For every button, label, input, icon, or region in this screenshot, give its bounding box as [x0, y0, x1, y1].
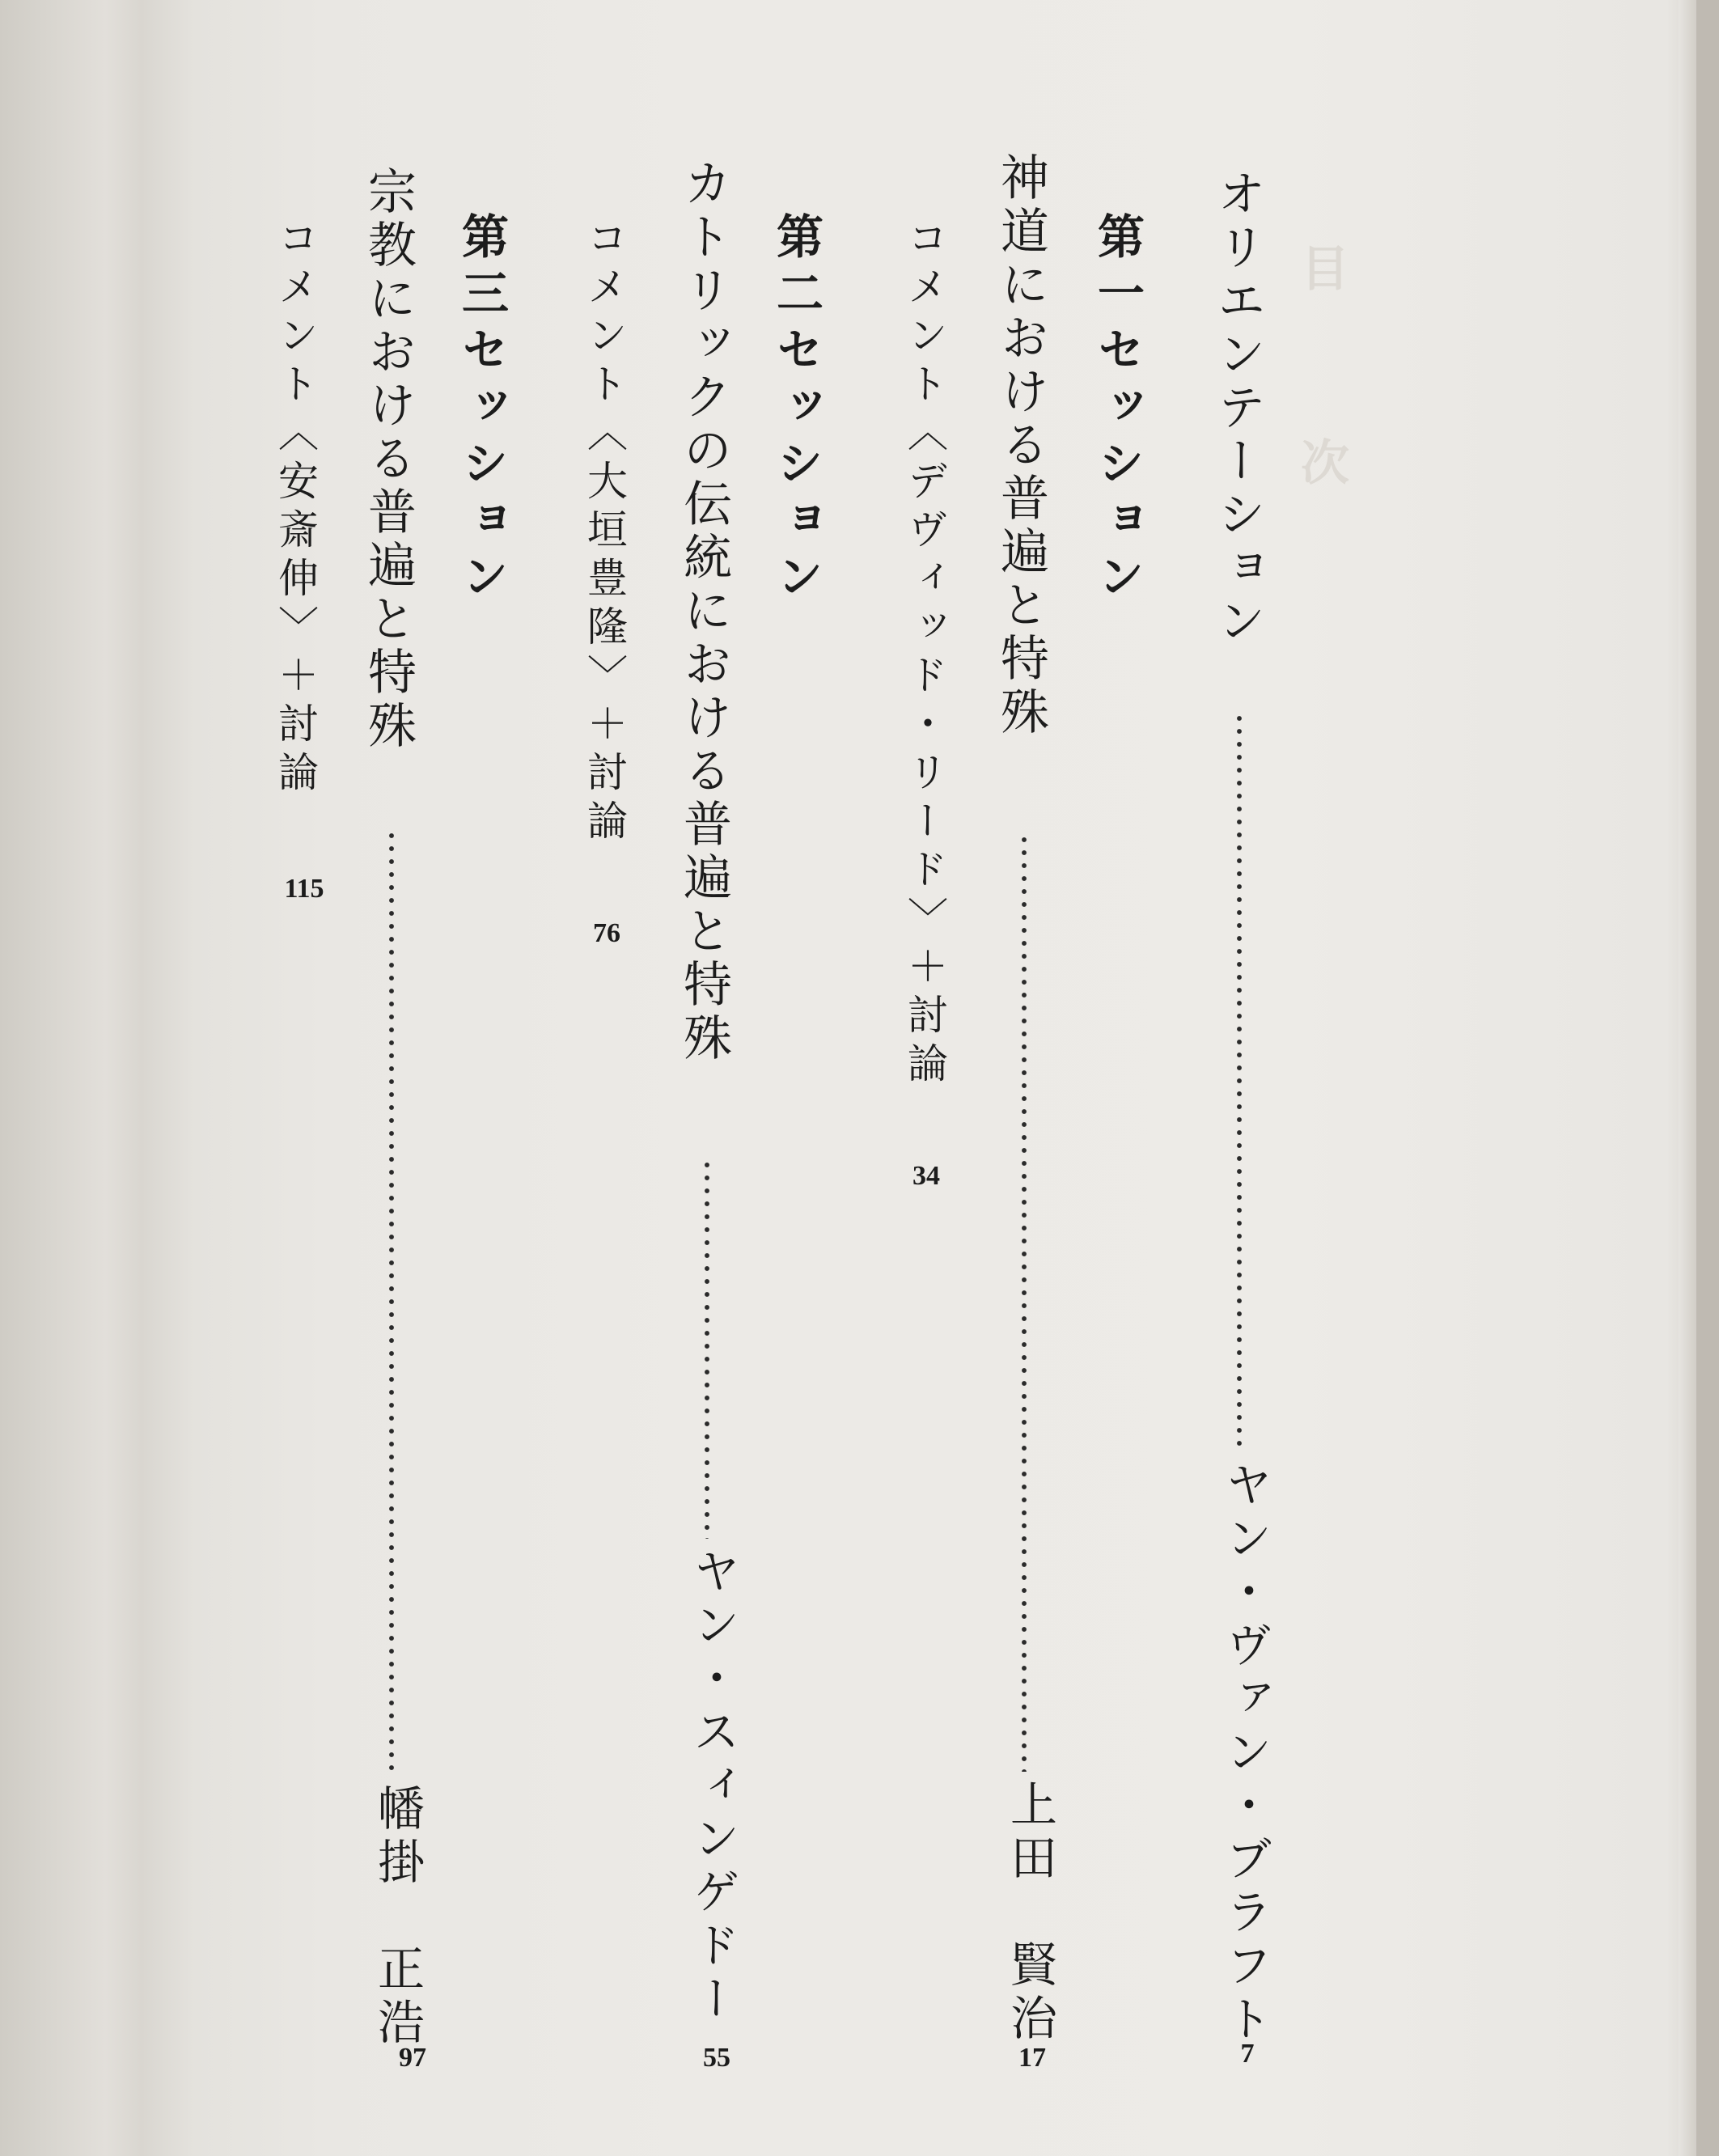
- toc-leader-dots: [704, 1158, 710, 1539]
- toc-page-number: 55: [703, 2043, 730, 2073]
- toc-session-heading: 第一セッション: [1090, 212, 1145, 608]
- toc-comment: コメント〈デヴィッド・リード〉＋討論: [901, 217, 948, 1091]
- toc-author: ヤン・スィンゲドー: [685, 1547, 740, 2027]
- toc-title-orientation: オリエンテーション: [1209, 168, 1266, 649]
- page-heading: 目次: [1293, 243, 1349, 631]
- toc-page-number: 34: [912, 1161, 940, 1191]
- toc-leader-dots: [388, 829, 395, 1776]
- toc-session-heading: 第三セッション: [454, 212, 509, 608]
- page-edge: [1679, 0, 1696, 2156]
- toc-comment: コメント〈安斎伸〉＋討論: [272, 217, 319, 799]
- toc-session-heading: 第二セッション: [768, 212, 824, 608]
- toc-author: ヤン・ヴァン・ブラフト: [1217, 1460, 1272, 2048]
- toc-leader-dots: [1021, 833, 1027, 1772]
- page-edge-shadow: [1696, 0, 1719, 2156]
- toc-comment: コメント〈大垣豊隆〉＋討論: [581, 217, 628, 848]
- toc-title-shinto: 神道における普遍と特殊: [993, 152, 1049, 739]
- toc-author: 上田 賢治: [1002, 1780, 1057, 2047]
- toc-page-number: 97: [399, 2043, 426, 2073]
- toc-page-number: 7: [1240, 2039, 1255, 2069]
- toc-title-catholic: カトリックの伝統における普遍と特殊: [675, 158, 732, 1065]
- toc-author: 幡掛 正浩: [370, 1784, 425, 2051]
- toc-page-number: 17: [1018, 2043, 1046, 2073]
- toc-leader-dots: [1236, 712, 1243, 1452]
- toc-page-number: 115: [284, 874, 324, 904]
- toc-page-number: 76: [593, 918, 620, 948]
- toc-title-religion: 宗教における普遍と特殊: [360, 166, 417, 753]
